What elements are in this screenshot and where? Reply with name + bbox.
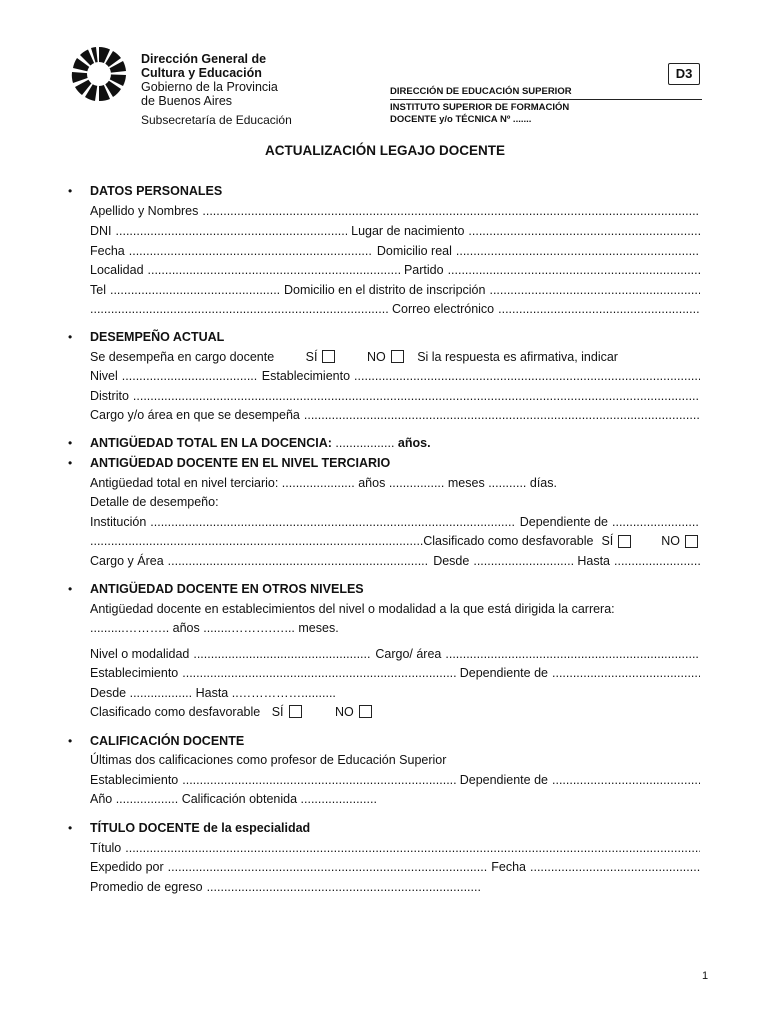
- apellido-field[interactable]: [90, 203, 700, 219]
- dni-label: DNI: [90, 224, 112, 238]
- si-checkbox[interactable]: [322, 350, 335, 363]
- nivel-cargo-row[interactable]: [90, 646, 700, 662]
- anos-label: años: [358, 476, 386, 490]
- hasta-label: Hasta: [577, 554, 610, 568]
- antiguedad-total-unit: años.: [397, 436, 431, 450]
- section-antiguedad-total[interactable]: [90, 435, 700, 451]
- header-divider: [390, 99, 702, 100]
- dgcye-logo: [70, 45, 128, 103]
- nivel-label: Nivel: [90, 369, 118, 383]
- domicilio-distrito-label: Domicilio en el distrito de inscripción: [283, 283, 486, 297]
- fecha-label: Fecha: [90, 244, 125, 258]
- subsecretaria-label: Subsecretaría de Educación: [141, 113, 292, 127]
- antiguedad-total-label: ANTIGÜEDAD TOTAL EN LA DOCENCIA:: [90, 436, 332, 450]
- correo-row[interactable]: [90, 301, 700, 317]
- nivel-modalidad-label: Nivel o modalidad: [90, 647, 190, 661]
- establecimiento-dependiente-row[interactable]: [90, 665, 700, 681]
- clasificado-row[interactable]: [90, 533, 700, 549]
- instituto-label: [390, 102, 569, 126]
- antiguedad-total-dots: .................: [335, 436, 395, 450]
- bullet: •: [68, 582, 73, 596]
- institucion-row[interactable]: [90, 514, 700, 530]
- dni-lugar-row[interactable]: [90, 223, 700, 239]
- otros-anos-meses[interactable]: ..........……….. años ........……….…... meses.: [90, 621, 339, 635]
- si-label: SÍ: [305, 350, 318, 364]
- correo-label: Correo electrónico: [392, 302, 495, 316]
- si-label: SÍ: [271, 705, 284, 719]
- establecimiento-label: Establecimiento: [90, 666, 179, 680]
- domicilio-label: Domicilio real: [376, 244, 452, 258]
- expedido-label: Expedido por: [90, 860, 164, 874]
- bullet: •: [68, 734, 73, 748]
- bullet: •: [68, 436, 73, 450]
- section-calificacion: CALIFICACIÓN DOCENTE: [90, 734, 245, 748]
- apellido-label: Apellido y Nombres: [90, 204, 199, 218]
- nivel-establecimiento-row[interactable]: [90, 368, 700, 384]
- cargo-docente-row: [90, 349, 700, 365]
- titulo-row[interactable]: [90, 840, 700, 856]
- desde-label: Desde: [433, 554, 470, 568]
- localidad-partido-row[interactable]: [90, 262, 700, 278]
- dias-label: días.: [529, 476, 557, 490]
- titulo-heading-bold: TÍTULO DOCENTE: [90, 821, 200, 835]
- no-checkbox[interactable]: [685, 535, 698, 548]
- no-label: NO: [366, 350, 386, 364]
- fecha-domicilio-row[interactable]: [90, 243, 700, 259]
- no-label: NO: [661, 534, 680, 548]
- instituto-line-2: DOCENTE y/o TÉCNICA Nº .......: [390, 114, 532, 125]
- institucion-label: Institución: [90, 515, 147, 529]
- si-checkbox[interactable]: [618, 535, 631, 548]
- cargo-desde-hasta-row[interactable]: [90, 553, 700, 569]
- section-antiguedad-terciario: ANTIGÜEDAD DOCENTE EN EL NIVEL TERCIARIO: [90, 456, 391, 470]
- org-line-4: de Buenos Aires: [141, 94, 233, 108]
- desde-hasta-row[interactable]: Desde .................. Hasta ..……………..........: [90, 686, 336, 700]
- ano-calificacion-row[interactable]: Año .................. Calificación obtenida ......................: [90, 792, 377, 806]
- section-titulo-docente: [90, 820, 700, 836]
- distrito-row[interactable]: [90, 388, 700, 404]
- tel-domicilio-distrito-row[interactable]: [90, 282, 700, 298]
- instituto-line-1: INSTITUTO SUPERIOR DE FORMACIÓN: [390, 102, 570, 113]
- section-antiguedad-otros: ANTIGÜEDAD DOCENTE EN OTROS NIVELES: [90, 582, 364, 596]
- direccion-label: DIRECCIÓN DE EDUCACIÓN SUPERIOR: [390, 86, 572, 97]
- dependiente-label: Dependiente de: [459, 666, 548, 680]
- promedio-row[interactable]: [90, 879, 480, 895]
- fecha-label: Fecha: [491, 860, 526, 874]
- si-checkbox[interactable]: [289, 705, 302, 718]
- titulo-label: Título: [90, 841, 122, 855]
- cargo-area-label: Cargo/ área: [375, 647, 442, 661]
- page-number: 1: [702, 970, 709, 982]
- distrito-label: Distrito: [90, 389, 129, 403]
- calificacion-ultimas: Últimas dos calificaciones como profesor de Educación Superior: [90, 753, 447, 767]
- otros-clasificado-row: [90, 704, 700, 720]
- bullet: •: [68, 821, 73, 835]
- si-label: SÍ: [601, 534, 614, 548]
- titulo-heading-rest: de la especialidad: [203, 821, 311, 835]
- org-line-1: Dirección General de: [141, 52, 267, 66]
- otros-descripcion: Antigüedad docente en establecimientos del nivel o modalidad a la que está dirigida la carrera:: [90, 602, 615, 616]
- bullet: •: [68, 330, 73, 344]
- total-terciario-label: Antigüedad total en nivel terciario:: [90, 476, 279, 490]
- establecimiento-label: Establecimiento: [90, 773, 179, 787]
- lugar-label: Lugar de nacimiento: [351, 224, 465, 238]
- org-line-2: Cultura y Educación: [141, 66, 262, 80]
- cargo-area-label: Cargo y Área: [90, 554, 164, 568]
- no-label: NO: [335, 705, 354, 719]
- cargo-docente-label: Se desempeña en cargo docente: [90, 350, 275, 364]
- localidad-label: Localidad: [90, 263, 144, 277]
- org-line-3: Gobierno de la Provincia: [141, 80, 278, 94]
- clasificado-label: Clasificado como desfavorable: [423, 534, 594, 548]
- meses-label: meses: [447, 476, 485, 490]
- calificacion-establecimiento-row[interactable]: [90, 772, 700, 788]
- no-checkbox[interactable]: [359, 705, 372, 718]
- section-datos-personales: DATOS PERSONALES: [90, 184, 223, 198]
- dependiente-label: Dependiente de: [519, 515, 608, 529]
- establecimiento-label: Establecimiento: [261, 369, 351, 383]
- detalle-desempeno-label: Detalle de desempeño:: [90, 495, 219, 509]
- dependiente-label: Dependiente de: [459, 773, 548, 787]
- expedido-fecha-row[interactable]: [90, 859, 700, 875]
- cargo-area-row[interactable]: [90, 407, 700, 423]
- bullet: •: [68, 456, 73, 470]
- section-desempeno-actual: DESEMPEÑO ACTUAL: [90, 330, 225, 344]
- clasificado-label: Clasificado como desfavorable: [90, 705, 261, 719]
- form-title: ACTUALIZACIÓN LEGAJO DOCENTE: [264, 143, 505, 158]
- bullet: •: [68, 184, 73, 198]
- partido-label: Partido: [403, 263, 444, 277]
- antiguedad-terciario-row[interactable]: Antigüedad total en nivel terciario: ..................... años ................ meses ........... días.: [90, 476, 557, 490]
- organization-name: [141, 52, 278, 108]
- cargo-area-label: Cargo y/o área en que se desempeña: [90, 408, 300, 422]
- promedio-label: Promedio de egreso: [90, 880, 203, 894]
- si-respuesta-label: Si la respuesta es afirmativa, indicar: [417, 350, 618, 364]
- form-code-badge: D3: [668, 63, 700, 85]
- no-checkbox[interactable]: [391, 350, 404, 363]
- tel-label: Tel: [90, 283, 106, 297]
